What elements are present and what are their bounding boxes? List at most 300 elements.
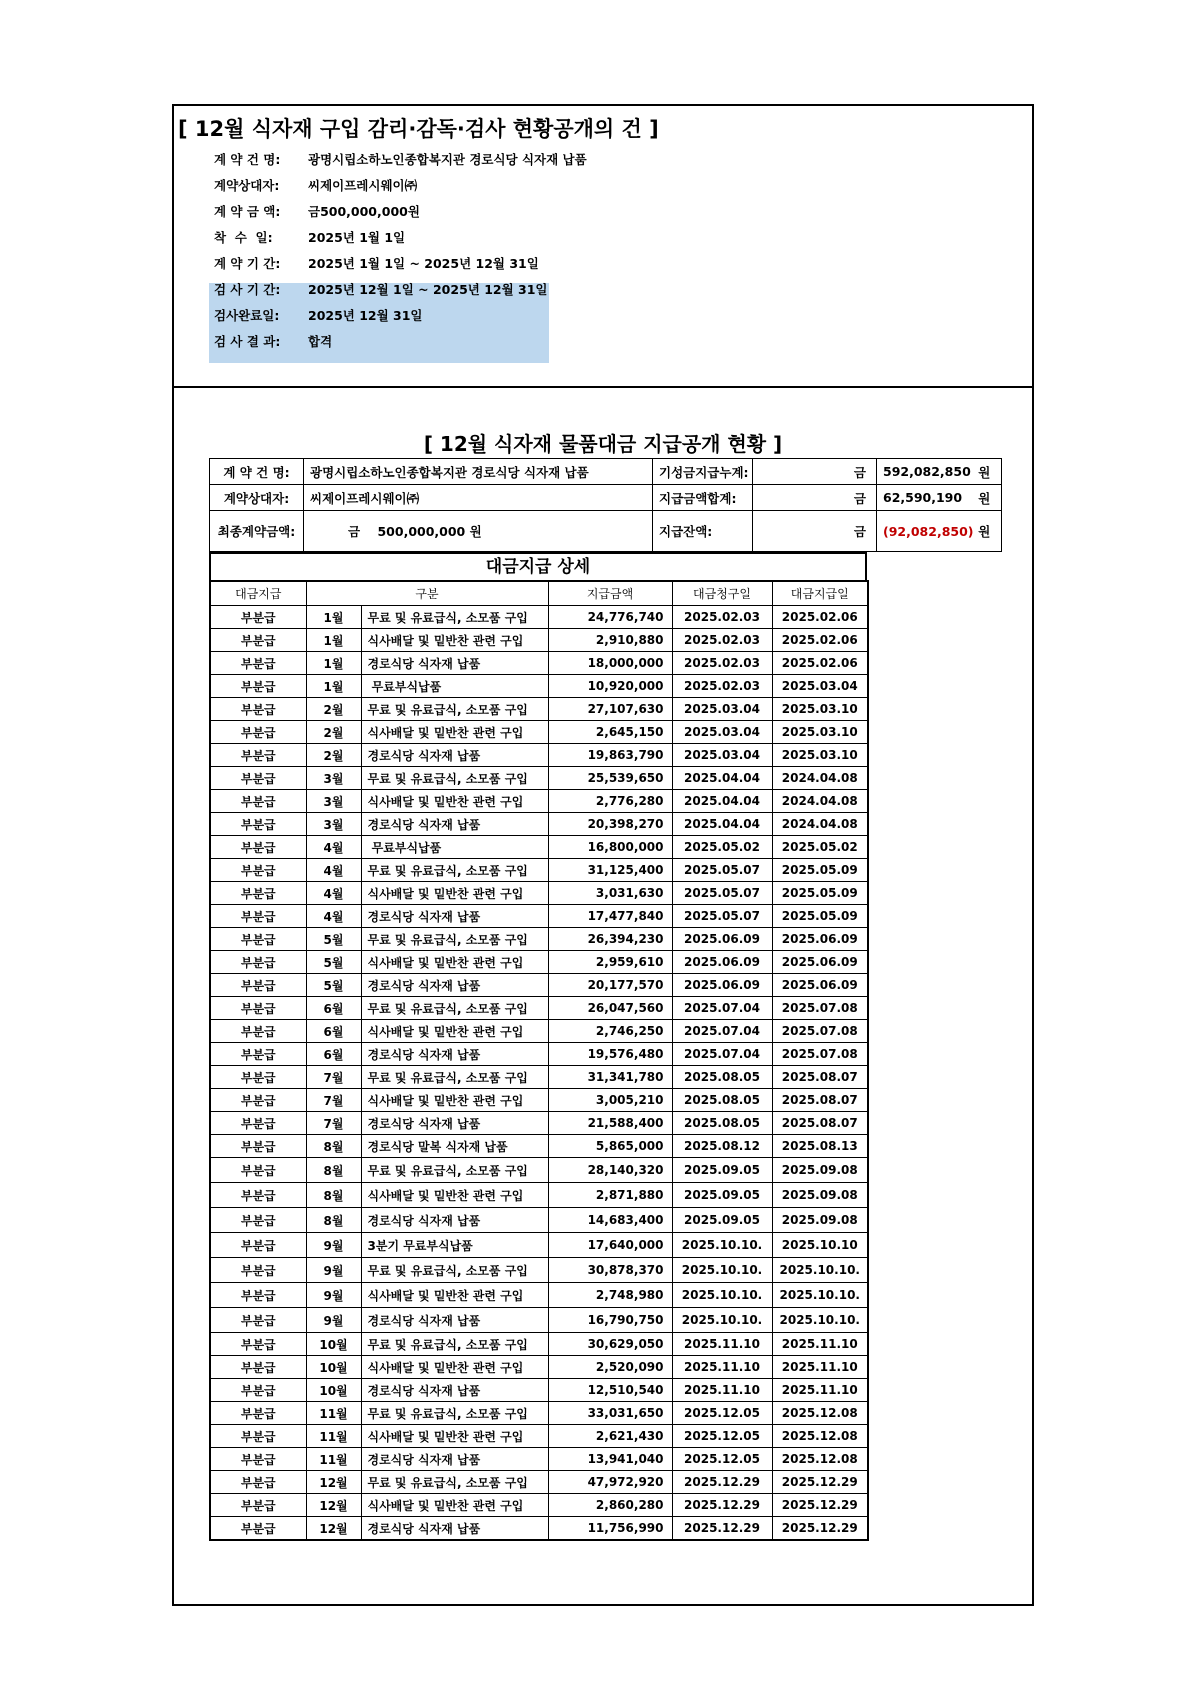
month-cell: 6월 [306,1043,361,1066]
table-row [210,1379,868,1402]
item-cell: 경로식당 식자재 납품 [361,1448,548,1471]
table-row [210,836,868,859]
amount-cell: 2,860,280 [548,1494,672,1517]
claim-date-cell: 2025.12.29 [672,1517,772,1541]
item-cell: 무료 및 유료급식, 소모품 구입 [361,767,548,790]
cumulative-unit: 원 [968,459,1002,485]
amount-cell: 31,125,400 [548,859,672,882]
claim-date-cell: 2025.09.05 [672,1208,772,1233]
info-label: 계 약 금 액: [214,204,281,219]
info-label: 검 사 기 간: [214,282,281,297]
paid-date-cell: 2025.11.10 [772,1356,868,1379]
payment-type-cell: 부분급 [210,744,306,767]
amount-cell: 3,005,210 [548,1089,672,1112]
total-amount: 62,590,190 [877,485,968,511]
item-cell: 무료 및 유료급식, 소모품 구입 [361,1471,548,1494]
header-claim-date: 대금청구일 [672,581,772,606]
payment-type-cell: 부분급 [210,1494,306,1517]
amount-cell: 47,972,920 [548,1471,672,1494]
paid-date-cell: 2025.09.08 [772,1158,868,1183]
claim-date-cell: 2025.04.04 [672,767,772,790]
section-divider [172,386,1034,388]
table-row [210,997,868,1020]
paid-date-cell: 2025.12.08 [772,1448,868,1471]
paid-date-cell: 2025.05.09 [772,905,868,928]
month-cell: 11월 [306,1448,361,1471]
item-cell: 무료 및 유료급식, 소모품 구입 [361,698,548,721]
payment-type-cell: 부분급 [210,698,306,721]
item-cell: 경로식당 말복 식자재 납품 [361,1135,548,1158]
payment-type-cell: 부분급 [210,1379,306,1402]
info-row [214,252,539,276]
paid-date-cell: 2025.06.09 [772,974,868,997]
amount-cell: 26,047,560 [548,997,672,1020]
month-cell: 3월 [306,767,361,790]
item-cell: 식사배달 및 밑반찬 관련 구입 [361,1089,548,1112]
summary-row [210,511,1002,552]
info-value: 광명시립소하노인종합복지관 경로식당 식자재 납품 [308,152,587,167]
table-row [210,1356,868,1379]
month-cell: 12월 [306,1471,361,1494]
paid-date-cell: 2025.07.08 [772,1043,868,1066]
table-row [210,974,868,997]
amount-cell: 28,140,320 [548,1158,672,1183]
info-label: 계 약 기 간: [214,256,281,271]
table-row [210,1158,868,1183]
item-cell: 경로식당 식자재 납품 [361,1043,548,1066]
paid-date-cell: 2025.12.08 [772,1425,868,1448]
paid-date-cell: 2025.10.10 [772,1233,868,1258]
claim-date-cell: 2025.05.07 [672,882,772,905]
month-cell: 7월 [306,1112,361,1135]
table-row [210,790,868,813]
table-row [210,1448,868,1471]
claim-date-cell: 2025.04.04 [672,790,772,813]
payment-type-cell: 부분급 [210,721,306,744]
amount-cell: 20,398,270 [548,813,672,836]
payment-type-cell: 부분급 [210,629,306,652]
table-row [210,1308,868,1333]
paid-date-cell: 2025.05.09 [772,859,868,882]
payment-type-cell: 부분급 [210,1158,306,1183]
paid-date-cell: 2025.10.10. [772,1258,868,1283]
claim-date-cell: 2025.08.12 [672,1135,772,1158]
amount-cell: 2,520,090 [548,1356,672,1379]
month-cell: 8월 [306,1158,361,1183]
item-cell: 무료부식납품 [361,675,548,698]
info-label: 계 약 건 명: [214,152,281,167]
claim-date-cell: 2025.09.05 [672,1183,772,1208]
paid-date-cell: 2024.04.08 [772,790,868,813]
amount-cell: 19,576,480 [548,1043,672,1066]
paid-date-cell: 2025.08.07 [772,1112,868,1135]
info-value: 2025년 1월 1일 [308,230,406,245]
contractor-label: 계약상대자: [210,485,304,511]
claim-date-cell: 2025.12.29 [672,1471,772,1494]
info-row [214,226,405,250]
month-cell: 5월 [306,951,361,974]
item-cell: 경로식당 식자재 납품 [361,813,548,836]
item-cell: 3분기 무료부식납품 [361,1233,548,1258]
total-unit: 원 [968,485,1002,511]
balance-unit: 원 [968,511,1002,552]
month-cell: 8월 [306,1183,361,1208]
payment-type-cell: 부분급 [210,905,306,928]
info-row [214,304,423,328]
month-cell: 9월 [306,1233,361,1258]
payment-type-cell: 부분급 [210,1135,306,1158]
contractor-value: 씨제이프레시웨이㈜ [304,485,653,511]
amount-cell: 10,920,000 [548,675,672,698]
claim-date-cell: 2025.06.09 [672,951,772,974]
table-row [210,1517,868,1541]
header-amount: 지급금액 [548,581,672,606]
table-row [210,905,868,928]
summary-row [210,459,1002,485]
info-row [214,278,548,302]
contract-name-value: 광명시립소하노인종합복지관 경로식당 식자재 납품 [304,459,653,485]
item-cell: 식사배달 및 밑반찬 관련 구입 [361,1020,548,1043]
amount-cell: 11,756,990 [548,1517,672,1541]
table-row [210,1471,868,1494]
claim-date-cell: 2025.05.07 [672,859,772,882]
month-cell: 10월 [306,1356,361,1379]
amount-cell: 30,629,050 [548,1333,672,1356]
amount-cell: 2,645,150 [548,721,672,744]
paid-date-cell: 2025.10.10. [772,1283,868,1308]
amount-cell: 24,776,740 [548,606,672,629]
cumulative-amount: 592,082,850 [877,459,968,485]
month-cell: 11월 [306,1425,361,1448]
amount-cell: 30,878,370 [548,1258,672,1283]
info-value: 합격 [308,334,333,349]
month-cell: 6월 [306,1020,361,1043]
detail-title: 대금지급 상세 [209,552,867,580]
total-prefix: 금 [753,485,877,511]
info-label: 착 수 일: [214,230,273,245]
payment-type-cell: 부분급 [210,951,306,974]
paid-date-cell: 2025.03.10 [772,721,868,744]
cumulative-label: 기성금지급누계: [653,459,753,485]
amount-cell: 18,000,000 [548,652,672,675]
balance-amount: (92,082,850) [877,511,968,552]
payment-type-cell: 부분급 [210,1066,306,1089]
payment-type-cell: 부분급 [210,1448,306,1471]
detail-header-row [210,581,868,606]
item-cell: 식사배달 및 밑반찬 관련 구입 [361,1183,548,1208]
month-cell: 4월 [306,859,361,882]
paid-date-cell: 2025.11.10 [772,1379,868,1402]
month-cell: 12월 [306,1517,361,1541]
month-cell: 10월 [306,1333,361,1356]
balance-prefix: 금 [753,511,877,552]
claim-date-cell: 2025.06.09 [672,974,772,997]
document-title: [ 12월 식자재 구입 감리·감독·검사 현황공개의 건 ] [178,117,659,141]
amount-cell: 2,776,280 [548,790,672,813]
amount-cell: 17,640,000 [548,1233,672,1258]
item-cell: 무료 및 유료급식, 소모품 구입 [361,1333,548,1356]
claim-date-cell: 2025.04.04 [672,813,772,836]
claim-date-cell: 2025.06.09 [672,928,772,951]
payment-type-cell: 부분급 [210,767,306,790]
claim-date-cell: 2025.03.04 [672,721,772,744]
table-row [210,1233,868,1258]
month-cell: 7월 [306,1066,361,1089]
payment-type-cell: 부분급 [210,836,306,859]
claim-date-cell: 2025.03.04 [672,744,772,767]
paid-date-cell: 2025.03.04 [772,675,868,698]
payment-type-cell: 부분급 [210,1089,306,1112]
payment-type-cell: 부분급 [210,1258,306,1283]
amount-cell: 17,477,840 [548,905,672,928]
amount-cell: 2,910,880 [548,629,672,652]
paid-date-cell: 2025.07.08 [772,1020,868,1043]
table-row [210,1043,868,1066]
amount-cell: 2,746,250 [548,1020,672,1043]
header-paid-date: 대금지급일 [772,581,868,606]
amount-cell: 33,031,650 [548,1402,672,1425]
item-cell: 경로식당 식자재 납품 [361,974,548,997]
month-cell: 10월 [306,1379,361,1402]
paid-date-cell: 2025.11.10 [772,1333,868,1356]
amount-cell: 12,510,540 [548,1379,672,1402]
amount-cell: 26,394,230 [548,928,672,951]
item-cell: 무료 및 유료급식, 소모품 구입 [361,606,548,629]
item-cell: 무료 및 유료급식, 소모품 구입 [361,1066,548,1089]
payment-detail-table [209,580,869,1541]
month-cell: 5월 [306,928,361,951]
amount-cell: 2,748,980 [548,1283,672,1308]
payment-type-cell: 부분급 [210,790,306,813]
month-cell: 4월 [306,836,361,859]
claim-date-cell: 2025.05.02 [672,836,772,859]
payment-type-cell: 부분급 [210,1308,306,1333]
month-cell: 5월 [306,974,361,997]
amount-cell: 2,959,610 [548,951,672,974]
info-value: 금500,000,000원 [308,204,420,219]
table-row [210,813,868,836]
info-row [214,330,332,354]
item-cell: 경로식당 식자재 납품 [361,652,548,675]
month-cell: 7월 [306,1089,361,1112]
paid-date-cell: 2025.03.10 [772,744,868,767]
final-amount-value: 금 500,000,000 원 [304,511,653,552]
table-row [210,1333,868,1356]
amount-cell: 25,539,650 [548,767,672,790]
table-row [210,1425,868,1448]
table-row [210,951,868,974]
claim-date-cell: 2025.12.05 [672,1448,772,1471]
amount-cell: 21,588,400 [548,1112,672,1135]
payment-type-cell: 부분급 [210,1402,306,1425]
item-cell: 무료 및 유료급식, 소모품 구입 [361,928,548,951]
claim-date-cell: 2025.08.05 [672,1066,772,1089]
claim-date-cell: 2025.11.10 [672,1379,772,1402]
info-value: 2025년 1월 1일 ~ 2025년 12월 31일 [308,256,539,271]
amount-cell: 5,865,000 [548,1135,672,1158]
payment-type-cell: 부분급 [210,606,306,629]
payment-type-cell: 부분급 [210,882,306,905]
payment-type-cell: 부분급 [210,859,306,882]
info-row [214,200,420,224]
payment-type-cell: 부분급 [210,813,306,836]
item-cell: 경로식당 식자재 납품 [361,1517,548,1541]
claim-date-cell: 2025.10.10. [672,1283,772,1308]
claim-date-cell: 2025.11.10 [672,1356,772,1379]
claim-date-cell: 2025.10.10. [672,1258,772,1283]
info-value: 씨제이프레시웨이㈜ [308,178,418,193]
paid-date-cell: 2025.12.08 [772,1402,868,1425]
month-cell: 1월 [306,652,361,675]
info-value: 2025년 12월 1일 ~ 2025년 12월 31일 [308,282,548,297]
item-cell: 식사배달 및 밑반찬 관련 구입 [361,790,548,813]
table-row [210,928,868,951]
item-cell: 경로식당 식자재 납품 [361,1379,548,1402]
item-cell: 무료 및 유료급식, 소모품 구입 [361,997,548,1020]
table-row [210,1089,868,1112]
paid-date-cell: 2025.12.29 [772,1517,868,1541]
claim-date-cell: 2025.02.03 [672,606,772,629]
balance-label: 지급잔액: [653,511,753,552]
paid-date-cell: 2025.05.02 [772,836,868,859]
table-row [210,859,868,882]
table-row [210,882,868,905]
paid-date-cell: 2025.08.07 [772,1066,868,1089]
claim-date-cell: 2025.10.10. [672,1308,772,1333]
payment-section-title: [ 12월 식자재 물품대금 지급공개 현황 ] [423,432,783,456]
item-cell: 식사배달 및 밑반찬 관련 구입 [361,951,548,974]
item-cell: 경로식당 식자재 납품 [361,744,548,767]
amount-cell: 31,341,780 [548,1066,672,1089]
month-cell: 1월 [306,629,361,652]
info-row [214,148,587,172]
summary-row [210,485,1002,511]
table-row [210,1494,868,1517]
month-cell: 9월 [306,1308,361,1333]
payment-type-cell: 부분급 [210,928,306,951]
item-cell: 식사배달 및 밑반찬 관련 구입 [361,882,548,905]
table-row [210,698,868,721]
paid-date-cell: 2025.08.13 [772,1135,868,1158]
claim-date-cell: 2025.07.04 [672,1020,772,1043]
item-cell: 식사배달 및 밑반찬 관련 구입 [361,629,548,652]
item-cell: 무료부식납품 [361,836,548,859]
payment-type-cell: 부분급 [210,675,306,698]
month-cell: 1월 [306,675,361,698]
info-label: 검사완료일: [214,308,280,323]
item-cell: 경로식당 식자재 납품 [361,1112,548,1135]
claim-date-cell: 2025.10.10. [672,1233,772,1258]
amount-cell: 13,941,040 [548,1448,672,1471]
paid-date-cell: 2025.10.10. [772,1308,868,1333]
cumulative-prefix: 금 [753,459,877,485]
info-label: 검 사 결 과: [214,334,281,349]
table-row [210,652,868,675]
paid-date-cell: 2024.04.08 [772,767,868,790]
payment-type-cell: 부분급 [210,997,306,1020]
final-amount-label: 최종계약금액: [210,511,304,552]
payment-type-cell: 부분급 [210,1356,306,1379]
table-row [210,1135,868,1158]
claim-date-cell: 2025.02.03 [672,675,772,698]
info-label: 계약상대자: [214,178,280,193]
payment-type-cell: 부분급 [210,1517,306,1541]
payment-type-cell: 부분급 [210,1020,306,1043]
month-cell: 3월 [306,813,361,836]
claim-date-cell: 2025.03.04 [672,698,772,721]
item-cell: 무료 및 유료급식, 소모품 구입 [361,1258,548,1283]
claim-date-cell: 2025.12.05 [672,1402,772,1425]
paid-date-cell: 2025.05.09 [772,882,868,905]
item-cell: 무료 및 유료급식, 소모품 구입 [361,859,548,882]
claim-date-cell: 2025.02.03 [672,652,772,675]
paid-date-cell: 2025.08.07 [772,1089,868,1112]
claim-date-cell: 2025.12.29 [672,1494,772,1517]
table-row [210,629,868,652]
table-row [210,1208,868,1233]
month-cell: 8월 [306,1135,361,1158]
month-cell: 1월 [306,606,361,629]
contract-name-label: 계 약 건 명: [210,459,304,485]
amount-cell: 2,871,880 [548,1183,672,1208]
month-cell: 4월 [306,905,361,928]
paid-date-cell: 2024.04.08 [772,813,868,836]
item-cell: 무료 및 유료급식, 소모품 구입 [361,1158,548,1183]
table-row [210,1066,868,1089]
payment-type-cell: 부분급 [210,1283,306,1308]
item-cell: 경로식당 식자재 납품 [361,1308,548,1333]
table-row [210,1112,868,1135]
paid-date-cell: 2025.02.06 [772,606,868,629]
month-cell: 9월 [306,1283,361,1308]
info-value: 2025년 12월 31일 [308,308,423,323]
paid-date-cell: 2025.02.06 [772,652,868,675]
payment-type-cell: 부분급 [210,652,306,675]
month-cell: 4월 [306,882,361,905]
paid-date-cell: 2025.02.06 [772,629,868,652]
table-row [210,606,868,629]
month-cell: 11월 [306,1402,361,1425]
month-cell: 12월 [306,1494,361,1517]
payment-type-cell: 부분급 [210,1425,306,1448]
claim-date-cell: 2025.12.05 [672,1425,772,1448]
payment-type-cell: 부분급 [210,1208,306,1233]
table-row [210,1020,868,1043]
paid-date-cell: 2025.09.08 [772,1208,868,1233]
claim-date-cell: 2025.09.05 [672,1158,772,1183]
item-cell: 무료 및 유료급식, 소모품 구입 [361,1402,548,1425]
amount-cell: 14,683,400 [548,1208,672,1233]
table-row [210,721,868,744]
paid-date-cell: 2025.07.08 [772,997,868,1020]
amount-cell: 16,800,000 [548,836,672,859]
item-cell: 식사배달 및 밑반찬 관련 구입 [361,1283,548,1308]
table-row [210,1183,868,1208]
amount-cell: 19,863,790 [548,744,672,767]
payment-summary-table [209,458,1002,552]
payment-type-cell: 부분급 [210,974,306,997]
amount-cell: 2,621,430 [548,1425,672,1448]
month-cell: 9월 [306,1258,361,1283]
month-cell: 2월 [306,721,361,744]
month-cell: 2월 [306,744,361,767]
paid-date-cell: 2025.06.09 [772,951,868,974]
amount-cell: 16,790,750 [548,1308,672,1333]
month-cell: 6월 [306,997,361,1020]
item-cell: 식사배달 및 밑반찬 관련 구입 [361,1425,548,1448]
paid-date-cell: 2025.03.10 [772,698,868,721]
amount-cell: 3,031,630 [548,882,672,905]
